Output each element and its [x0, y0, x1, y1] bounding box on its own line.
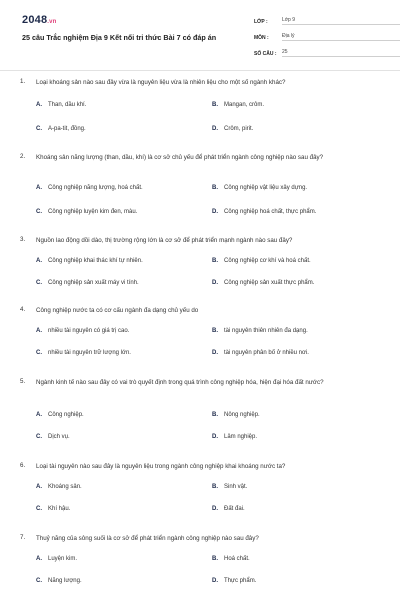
option-text: Dịch vụ. — [48, 434, 70, 440]
answer-option-d[interactable] — [212, 126, 253, 132]
answer-option-a[interactable] — [36, 556, 77, 562]
question-number: 3. — [20, 236, 26, 243]
answer-option-c[interactable] — [36, 209, 137, 215]
option-text: Sinh vật. — [224, 484, 248, 490]
option-text: Công nghiệp. — [48, 412, 84, 418]
option-text: tài nguyên phân bố ở nhiều nơi. — [224, 350, 309, 356]
option-letter: C. — [36, 506, 42, 512]
answer-option-c[interactable] — [36, 506, 70, 512]
page-title: 25 câu Trắc nghiệm Địa 9 Kết nối tri thức Bài 7 có đáp án — [22, 33, 217, 42]
answer-option-d[interactable] — [212, 578, 256, 584]
option-text: Nông nghiệp. — [224, 412, 260, 418]
option-text: nhiều tài nguyên trữ lượng lớn. — [48, 350, 131, 356]
option-letter: B. — [212, 484, 218, 490]
meta-row-class — [254, 12, 400, 25]
question-number: 5. — [20, 378, 26, 385]
option-letter: B. — [212, 258, 218, 264]
option-letter: D. — [212, 506, 218, 512]
answer-option-d[interactable] — [212, 506, 245, 512]
option-text: Luyện kim. — [48, 556, 78, 562]
logo-number: 2048 — [22, 14, 48, 26]
option-letter: D. — [212, 126, 218, 132]
answer-option-b[interactable] — [212, 185, 307, 191]
option-text: nhiều tài nguyên có giá trị cao. — [48, 328, 130, 334]
option-text: Công nghiệp cơ khí và hoá chất. — [224, 258, 311, 264]
answer-option-b[interactable] — [212, 484, 247, 490]
option-letter: B. — [212, 412, 218, 418]
answer-option-a[interactable] — [36, 102, 86, 108]
answer-option-b[interactable] — [212, 412, 260, 418]
option-letter: B. — [212, 328, 218, 334]
question-text: Công nghiệp nước ta có cơ cấu ngành đa dạng chủ yếu do — [36, 307, 199, 314]
answer-option-b[interactable] — [212, 556, 250, 562]
option-text: Công nghiệp sản xuất máy vi tính. — [48, 280, 139, 286]
answer-option-b[interactable] — [212, 102, 264, 108]
answer-option-c[interactable] — [36, 280, 139, 286]
option-letter: A. — [36, 328, 42, 334]
meta-value: Lớp 9 — [282, 17, 400, 25]
option-text: Công nghiệp khai thác khí tự nhiên. — [48, 258, 143, 264]
option-letter: A. — [36, 102, 42, 108]
option-text: A-pa-tit, đồng. — [48, 126, 86, 132]
question-number: 6. — [20, 462, 26, 469]
option-letter: A. — [36, 412, 42, 418]
option-text: Khí hậu. — [48, 506, 71, 512]
question-text: Thuỷ năng của sông suối là cơ sở để phát triển ngành công nghiệp nào sau đây? — [36, 535, 259, 542]
answer-option-a[interactable] — [36, 328, 129, 334]
option-text: Crôm, pirit. — [224, 126, 254, 132]
option-letter: A. — [36, 185, 42, 191]
option-text: Đất đai. — [224, 506, 245, 512]
option-text: Công nghiệp hoá chất, thực phẩm. — [224, 209, 317, 215]
answer-option-d[interactable] — [212, 434, 257, 440]
option-letter: B. — [212, 102, 218, 108]
option-letter: D. — [212, 280, 218, 286]
option-text: Năng lượng. — [48, 578, 82, 584]
option-text: Công nghiệp vật liệu xây dựng. — [224, 185, 308, 191]
option-text: Công nghiệp sản xuất thực phẩm. — [224, 280, 315, 286]
option-letter: B. — [212, 185, 218, 191]
answer-option-d[interactable] — [212, 209, 316, 215]
answer-option-c[interactable] — [36, 350, 131, 356]
option-letter: A. — [36, 556, 42, 562]
answer-option-a[interactable] — [36, 484, 82, 490]
question-text: Nguồn lao động dồi dào, thị trường rộng lớn là cơ sở để phát triển mạnh ngành nào sau đây? — [36, 237, 293, 244]
meta-label: SỐ CÂU : — [254, 51, 277, 57]
option-text: Lâm nghiệp. — [224, 434, 258, 440]
option-text: Công nghiệp luyện kim đen, màu. — [48, 209, 138, 215]
answer-option-c[interactable] — [36, 434, 70, 440]
answer-option-b[interactable] — [212, 258, 311, 264]
question-number: 1. — [20, 78, 26, 85]
option-letter: D. — [212, 209, 218, 215]
answer-option-a[interactable] — [36, 412, 84, 418]
option-letter: C. — [36, 280, 42, 286]
option-letter: D. — [212, 350, 218, 356]
answer-option-a[interactable] — [36, 258, 143, 264]
question-number: 7. — [20, 534, 26, 541]
meta-value: Địa lý — [282, 33, 400, 41]
option-letter: C. — [36, 126, 42, 132]
option-text: tài nguyên thiên nhiên đa dạng. — [224, 328, 308, 334]
meta-value: 25 — [282, 49, 400, 57]
meta-label: LỚP : — [254, 19, 268, 25]
answer-option-c[interactable] — [36, 578, 82, 584]
option-letter: D. — [212, 434, 218, 440]
header-divider — [0, 70, 400, 71]
page-header — [18, 0, 382, 70]
question-number: 4. — [20, 306, 26, 313]
question-text: Loại tài nguyên nào sau đây là nguyên liệu trong ngành công nghiệp khai khoáng nước ta? — [36, 463, 286, 470]
option-text: Hoá chất. — [224, 556, 250, 562]
option-text: Thực phẩm. — [224, 578, 257, 584]
quiz-meta — [254, 12, 400, 60]
option-letter: C. — [36, 350, 42, 356]
option-text: Mangan, crôm. — [224, 102, 265, 108]
site-logo[interactable] — [22, 14, 57, 26]
option-letter: B. — [212, 556, 218, 562]
option-letter: C. — [36, 434, 42, 440]
answer-option-d[interactable] — [212, 280, 314, 286]
option-letter: D. — [212, 578, 218, 584]
question-text: Ngành kinh tế nào sau đây có vai trò quyết định trong quá trình công nghiệp hóa, hiện đại hóa đất nước? — [36, 379, 324, 386]
question-number: 2. — [20, 153, 26, 160]
question-text: Khoáng sản năng lượng (than, dầu, khí) là cơ sở chủ yếu để phát triển ngành công nghiệp nào sau đây? — [36, 154, 324, 161]
option-letter: C. — [36, 209, 42, 215]
meta-label: MÔN : — [254, 35, 269, 41]
meta-row-count — [254, 44, 400, 57]
answer-option-d[interactable] — [212, 350, 309, 356]
answer-option-a[interactable] — [36, 185, 143, 191]
option-letter: A. — [36, 258, 42, 264]
logo-suffix: .vn — [47, 19, 57, 25]
answer-option-c[interactable] — [36, 126, 86, 132]
option-text: Than, dầu khí. — [48, 102, 87, 108]
option-letter: A. — [36, 484, 42, 490]
option-text: Khoáng sản. — [48, 484, 82, 490]
question-text: Loại khoáng sản nào sau đây vừa là nguyên liệu vừa là nhiên liệu cho một số ngành khác? — [36, 79, 286, 86]
option-text: Công nghiệp năng lượng, hoá chất. — [48, 185, 143, 191]
answer-option-b[interactable] — [212, 328, 308, 334]
option-letter: C. — [36, 578, 42, 584]
meta-row-subject — [254, 28, 400, 41]
